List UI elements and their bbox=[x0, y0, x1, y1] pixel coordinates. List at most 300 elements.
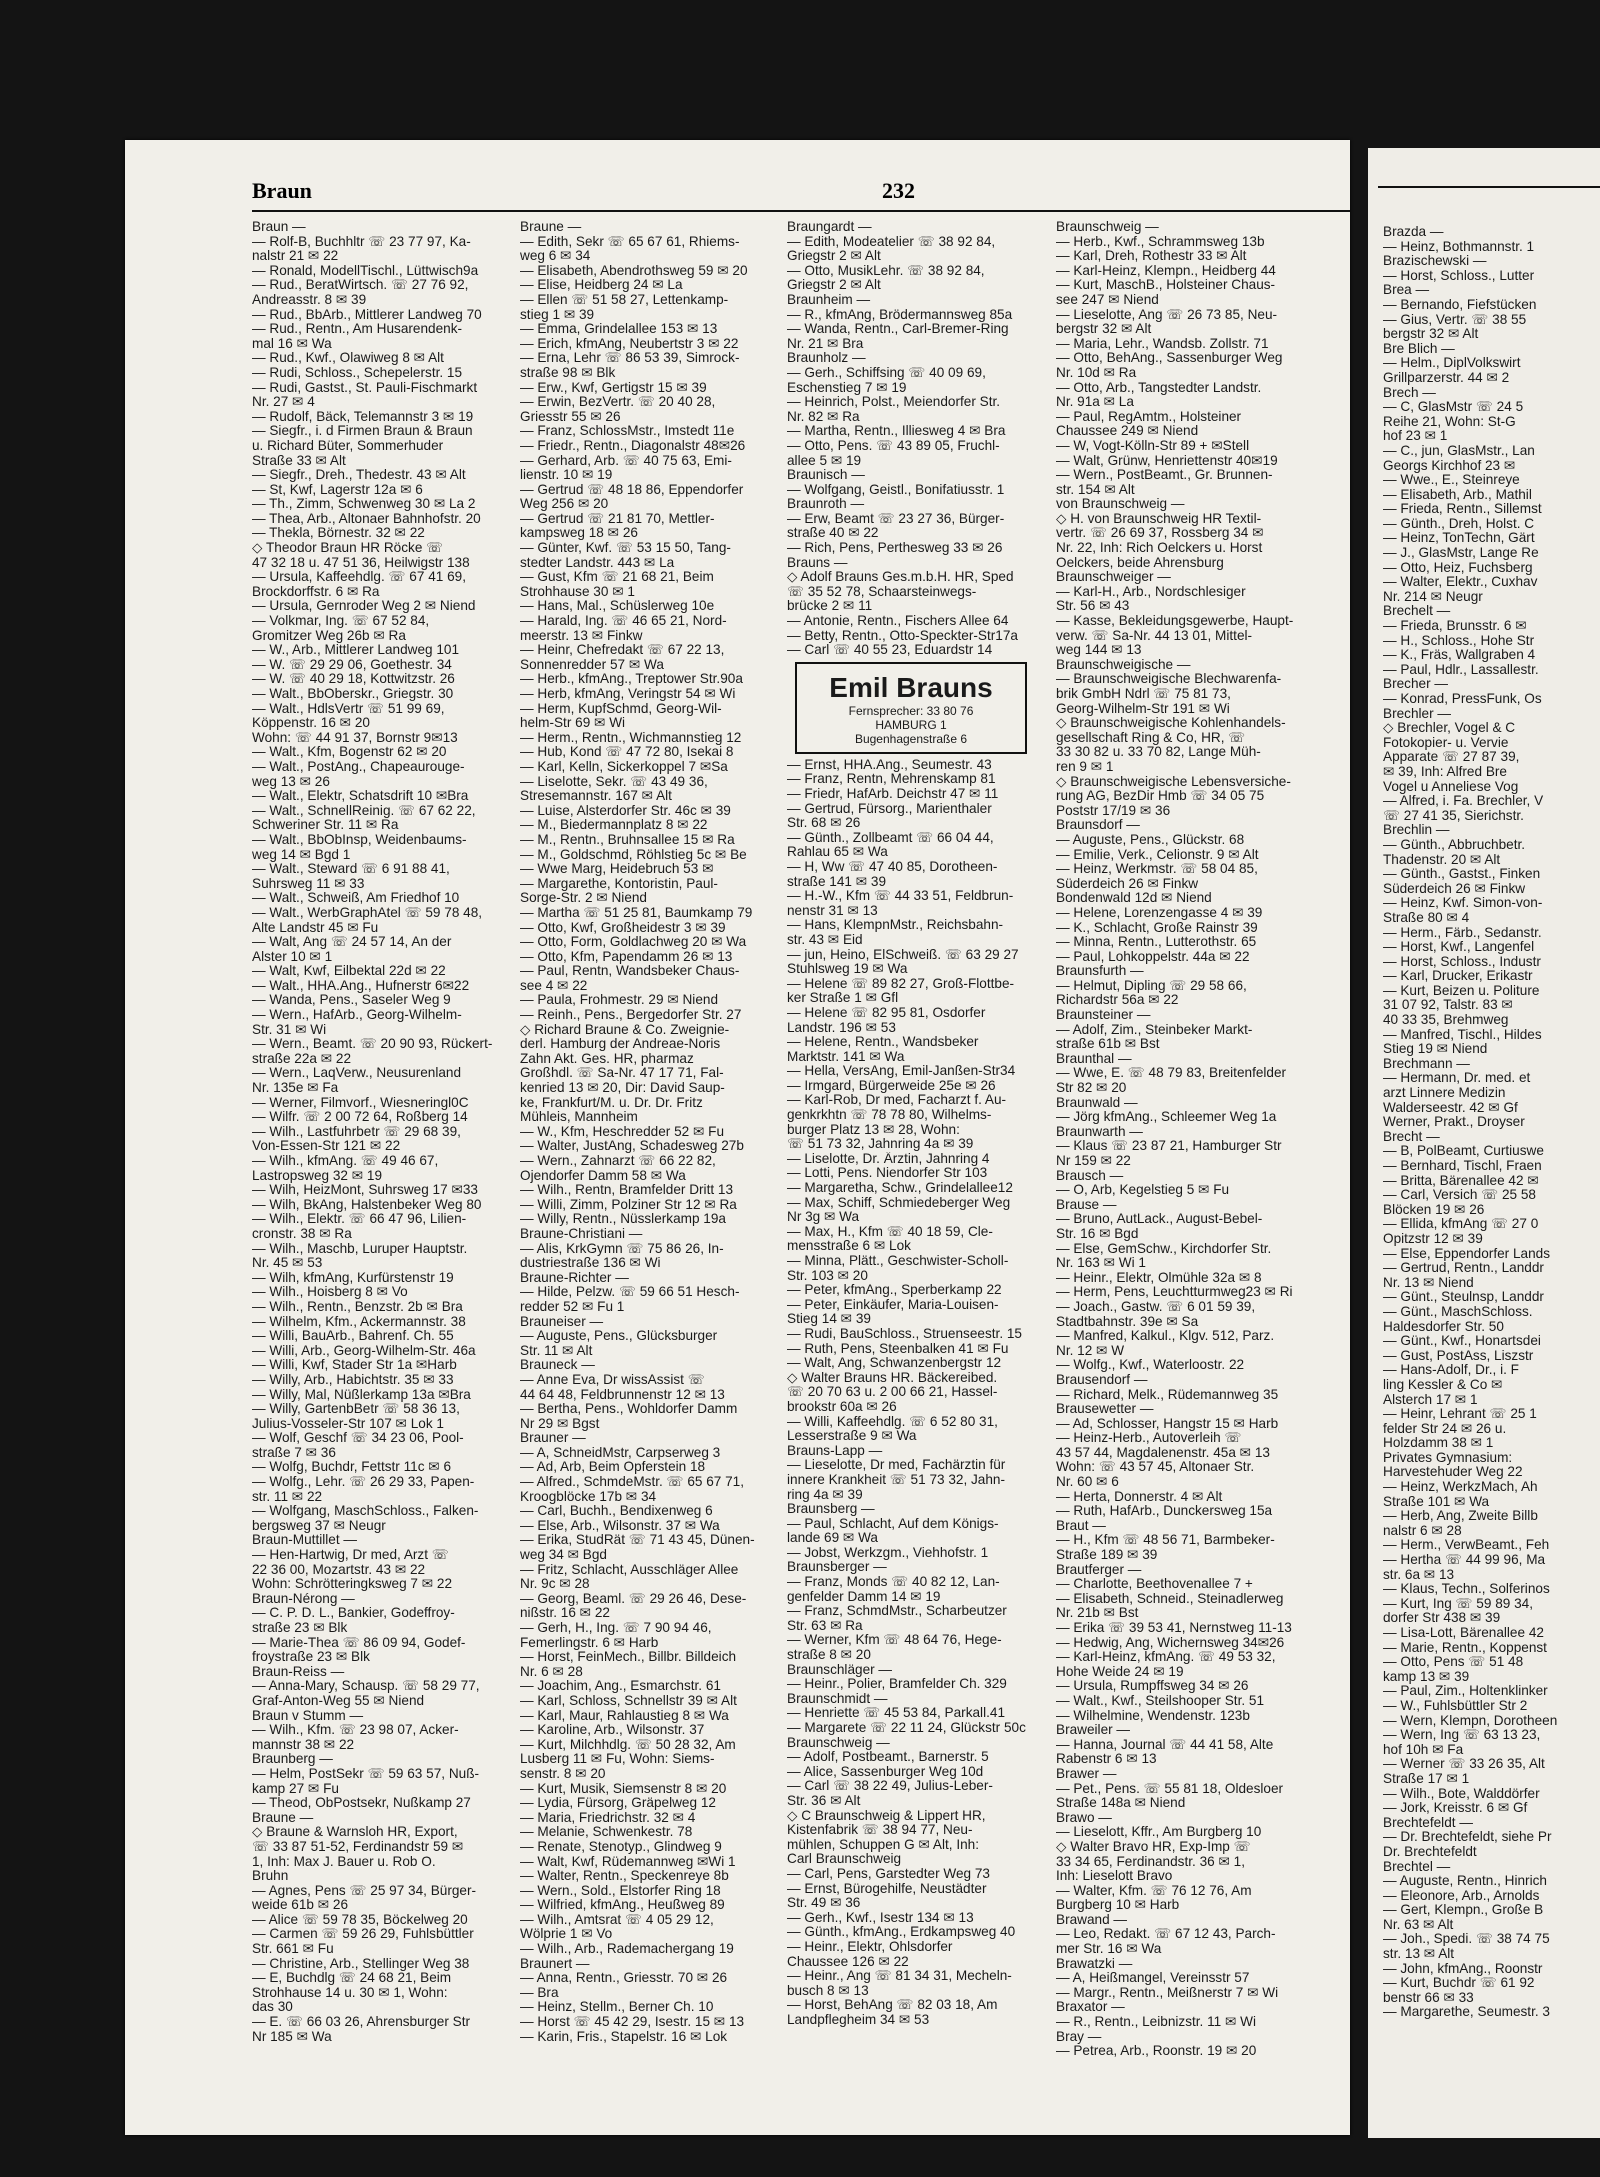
directory-entry-line: Braunsfurth — bbox=[1056, 964, 1144, 979]
directory-entry-line: — Willi, Kaffeehdlg. ☏ 6 52 80 31, bbox=[787, 1414, 998, 1429]
directory-entry-line: — Harald, Ing. ☏ 46 65 21, Nord- bbox=[520, 614, 727, 629]
directory-entry-line: — Rudi, Gastst., St. Pauli-Fischmarkt bbox=[252, 380, 478, 395]
directory-entry-line: Chaussee 249 ✉ Niend bbox=[1056, 424, 1199, 439]
directory-entry-line: — Alice, Sassenburger Weg 10d bbox=[787, 1764, 984, 1779]
directory-entry-line: — R., kfmAng, Brödermannsweg 85a bbox=[787, 307, 1013, 322]
directory-entry-line: — Lieselott, Kffr., Am Burgberg 10 bbox=[1056, 1825, 1262, 1840]
directory-entry-line: Brockdorffstr. 6 ✉ Ra bbox=[252, 584, 380, 599]
directory-entry-line: — Adolf, Zim., Steinbeker Markt- bbox=[1056, 1022, 1253, 1037]
directory-entry-line: redder 52 ✉ Fu 1 bbox=[520, 1299, 625, 1314]
directory-entry-line: — Helmut, Dipling ☏ 29 58 66, bbox=[1056, 978, 1247, 993]
directory-entry-line: — Peter, Einkäufer, Maria-Louisen- bbox=[787, 1297, 999, 1312]
directory-entry-line: Stresemannstr. 167 ✉ Alt bbox=[520, 789, 672, 804]
directory-entry-line: Landpflegheim 34 ✉ 53 bbox=[787, 2012, 930, 2027]
directory-entry-line: — Wilh., Maschb, Luruper Hauptstr. bbox=[252, 1241, 468, 1256]
directory-entry-line: — Wern., PostBeamt., Gr. Brunnen- bbox=[1056, 468, 1273, 483]
adjacent-entry-line: kamp 13 ✉ 39 bbox=[1383, 1668, 1470, 1684]
directory-entry-line: bergstr 32 ✉ Alt bbox=[1056, 322, 1152, 337]
directory-entry-line: Kroogblöcke 17b ✉ 34 bbox=[520, 1489, 657, 1504]
directory-entry-line: — Maria, Lehr., Wandsb. Zollstr. 71 bbox=[1056, 336, 1269, 351]
adjacent-entry-line: str. 13 ✉ Alt bbox=[1383, 1946, 1455, 1962]
directory-entry-line: Köppenstr. 16 ✉ 20 bbox=[252, 716, 370, 731]
adjacent-entry-line: — H., Schloss., Hohe Str bbox=[1383, 632, 1535, 648]
adjacent-entry-line: — Frieda, Brunsstr. 6 ✉ bbox=[1383, 618, 1527, 634]
adjacent-entry-line: bergstr 32 ✉ Alt bbox=[1383, 326, 1479, 342]
adjacent-entry-line: — Ellida, kfmAng ☏ 27 0 bbox=[1383, 1216, 1539, 1232]
adjacent-entry-line: Holzdamm 38 ✉ 1 bbox=[1383, 1435, 1494, 1451]
directory-entry-line: — Horst ☏ 45 42 29, Isestr. 15 ✉ 13 bbox=[520, 2015, 745, 2030]
directory-entry-line: — Else, Arb., Wilsonstr. 37 ✉ Wa bbox=[520, 1518, 720, 1533]
directory-entry-line: weg 6 ✉ 34 bbox=[520, 249, 591, 264]
adjacent-entry-line: Blöcken 19 ✉ 26 bbox=[1383, 1201, 1485, 1217]
directory-entry-line: Bondenwald 12d ✉ Niend bbox=[1056, 891, 1212, 906]
directory-entry-line: Suhrsweg 11 ✉ 33 bbox=[252, 876, 365, 891]
directory-entry-line: — Lotti, Pens. Niendorfer Str 103 bbox=[787, 1166, 988, 1181]
directory-entry-line: — Alfred., SchmdeMstr. ☏ 65 67 71, bbox=[520, 1475, 745, 1490]
adjacent-page-rule bbox=[1378, 186, 1600, 188]
adjacent-entry-line: Apparate ☏ 27 87 39, bbox=[1383, 749, 1520, 765]
directory-entry-line: 33 34 65, Ferdinandstr. 36 ✉ 1, bbox=[1056, 1854, 1245, 1869]
adjacent-entry-line: — Hermann, Dr. med. et bbox=[1383, 1070, 1531, 1086]
directory-entry-line: — Helene, Rentn., Wandsbeker bbox=[787, 1035, 979, 1050]
directory-entry-line: — Walt., Kwf., Steilshooper Str. 51 bbox=[1056, 1693, 1265, 1708]
directory-entry-line: — Luise, Alsterdorfer Str. 46c ✉ 39 bbox=[520, 803, 731, 818]
directory-entry-line: — Max, H., Kfm ☏ 40 18 59, Cle- bbox=[787, 1224, 993, 1239]
directory-entry-line: — Bertha, Pens., Wohldorfer Damm bbox=[520, 1402, 738, 1417]
directory-entry-line: Straße 148a ✉ Niend bbox=[1056, 1796, 1186, 1811]
directory-entry-line: Poststr 17/19 ✉ 36 bbox=[1056, 803, 1171, 818]
directory-entry-line: Braunsberger — bbox=[787, 1560, 887, 1575]
directory-entry-line: Braweiler — bbox=[1056, 1723, 1131, 1738]
adjacent-entry-line: Waldersеestr. 42 ✉ Gf bbox=[1383, 1099, 1518, 1115]
adjacent-entry-line: — Helm., DiplVolkswirt bbox=[1383, 355, 1521, 371]
directory-entry-line: Lesserstraße 9 ✉ Wa bbox=[787, 1429, 917, 1444]
column-4 bbox=[1056, 220, 1316, 2059]
directory-entry-line: Braun-Muttillet — bbox=[252, 1533, 358, 1548]
adjacent-entry-line: Bre Blich — bbox=[1383, 340, 1455, 356]
adjacent-entry-line: — Kurt, Beizen u. Politure bbox=[1383, 982, 1540, 998]
directory-entry-line: — Jobst, Werkzgm., Viehhofstr. 1 bbox=[787, 1545, 989, 1560]
adjacent-entry-line: — Frieda, Rentn., Sillemst bbox=[1383, 501, 1542, 517]
directory-entry-line: — Herm, Pens, Leuchtturmweg23 ✉ Ri bbox=[1056, 1285, 1293, 1300]
directory-entry-line: — Paul, Lohkoppelstr. 44a ✉ 22 bbox=[1056, 949, 1250, 964]
adjacent-entry-line: Vogel u Anneliese Vog bbox=[1383, 778, 1519, 794]
directory-entry-line: — Lydia, Fürsorg, Gräpelweg 12 bbox=[520, 1796, 716, 1811]
adjacent-entry-line: — Heinz, TonTechn, Gärt bbox=[1383, 530, 1535, 546]
directory-entry-line: stieg 1 ✉ 39 bbox=[520, 307, 595, 322]
directory-entry-line: rung AG, BezDir Hmb ☏ 34 05 75 bbox=[1056, 789, 1265, 804]
adjacent-entry-line: — Alfred, i. Fa. Brechler, V bbox=[1383, 793, 1544, 809]
adjacent-entry-line: — John, kfmAng., Roonstr bbox=[1383, 1960, 1543, 1976]
directory-entry-line: Straße 33 ✉ Alt bbox=[252, 453, 346, 468]
directory-entry-line: — Anna, Rentn., Griesstr. 70 ✉ 26 bbox=[520, 1971, 728, 1986]
directory-entry-line: — Hans, KlempnMstr., Reichsbahn- bbox=[787, 918, 1004, 933]
directory-entry-line: Braunsdorf — bbox=[1056, 818, 1140, 833]
adjacent-entry-line: — Heinz, Bothmannstr. 1 bbox=[1383, 238, 1535, 254]
adjacent-entry-line: Dr. Brechtefeldt bbox=[1383, 1843, 1477, 1859]
adjacent-page bbox=[1368, 148, 1600, 2138]
adjacent-entry-line: Brechlin — bbox=[1383, 822, 1450, 838]
directory-entry-line: nalstr 21 ✉ 22 bbox=[252, 249, 339, 264]
directory-entry-line: kamp 27 ✉ Fu bbox=[252, 1781, 339, 1796]
directory-entry-line: — Irmgard, Bürgerweide 25e ✉ 26 bbox=[787, 1078, 996, 1093]
directory-entry-line: — Agnes, Pens ☏ 25 97 34, Bürger- bbox=[252, 1883, 477, 1898]
directory-entry-line: — R., Rentn., Leibnizstr. 11 ✉ Wi bbox=[1056, 2015, 1257, 2030]
directory-entry-line: Braunschweiger — bbox=[1056, 570, 1171, 585]
running-head: Braun bbox=[252, 178, 312, 203]
adjacent-entry-line: — Carl, Versich ☏ 25 58 bbox=[1383, 1187, 1536, 1203]
directory-entry-line: — Franz, SchlossMstr., Imstedt 11e bbox=[520, 424, 735, 439]
directory-entry-line: — O, Arb, Kegelstieg 5 ✉ Fu bbox=[1056, 1183, 1230, 1198]
directory-entry-line: Nr. 6 ✉ 28 bbox=[520, 1664, 583, 1679]
directory-entry-line: Str. 661 ✉ Fu bbox=[252, 1942, 334, 1957]
directory-entry-line: — Kurt, Milchhdlg. ☏ 50 28 32, Am bbox=[520, 1737, 736, 1752]
directory-entry-line: Nr. 91a ✉ La bbox=[1056, 395, 1134, 410]
directory-entry-line: — Willy, Rentn., Nüsslerkamp 19a bbox=[520, 1212, 726, 1227]
directory-entry-line: Braunschläger — bbox=[787, 1662, 893, 1677]
directory-entry-line: — Walter, Rentn., Speckenreye 8b bbox=[520, 1869, 729, 1884]
directory-entry-line: — K., Schlacht, Große Rainstr 39 bbox=[1056, 920, 1258, 935]
directory-entry-line: — Lieselotte, Dr med, Fachärztin für bbox=[787, 1458, 1006, 1473]
directory-entry-line: — Ellen ☏ 51 58 27, Lettenkamp- bbox=[520, 292, 729, 307]
adjacent-entry-line: Brechler — bbox=[1383, 705, 1451, 721]
directory-entry-line: Julius-Vosseler-Str 107 ✉ Lok 1 bbox=[252, 1416, 444, 1431]
directory-entry-line: mannstr 38 ✉ 22 bbox=[252, 1737, 355, 1752]
adjacent-entry-line: Brechelt — bbox=[1383, 603, 1451, 619]
directory-entry-line: — Karoline, Arb., Wilsonstr. 37 bbox=[520, 1723, 705, 1738]
adjacent-entry-line: — Günt., Steulnsp, Landdr bbox=[1383, 1289, 1544, 1305]
directory-entry-line: — Minna, Rentn., Lutterothstr. 65 bbox=[1056, 935, 1257, 950]
directory-entry-line: — Margarete ☏ 22 11 24, Glückstr 50c bbox=[787, 1721, 1026, 1735]
directory-entry-line: — Walt, Grünw, Henriettenstr 40✉19 bbox=[1056, 453, 1278, 468]
adjacent-entry-line: — Gertrud, Rentn., Landdr bbox=[1383, 1260, 1544, 1276]
directory-entry-line: — Carl, Pens, Garstedter Weg 73 bbox=[787, 1866, 990, 1881]
directory-entry-line: — Rudi, Schloss., Schepelerstr. 15 bbox=[252, 365, 463, 380]
directory-entry-line: — Karl-Rob, Dr med, Facharzt f. Au- bbox=[787, 1093, 1007, 1108]
directory-entry-line: — Klaus ☏ 23 87 21, Hamburger Str bbox=[1056, 1139, 1282, 1154]
directory-entry-line: — Margr., Rentn., Meißnerstr 7 ✉ Wi bbox=[1056, 1985, 1279, 2000]
directory-entry-line: — Liselotte, Dr. Ärztin, Jahnring 4 bbox=[787, 1151, 990, 1166]
directory-entry-line: — Margarethe, Kontoristin, Paul- bbox=[520, 876, 718, 891]
directory-entry-line: — Wilfried, kfmAng., Heußweg 89 bbox=[520, 1898, 725, 1913]
directory-entry-line: — Rud., Rentn., Am Husarendenk- bbox=[252, 322, 463, 337]
directory-entry-line: — Maria, Friedrichstr. 32 ✉ 4 bbox=[520, 1810, 696, 1825]
directory-entry-line: Brawer — bbox=[1056, 1766, 1117, 1781]
directory-entry-line: genfelder Damm 14 ✉ 19 bbox=[787, 1589, 941, 1604]
adjacent-entry-line: — Bernhard, Tischl, Fraen bbox=[1383, 1158, 1542, 1173]
directory-entry-line: Stadtbahnstr. 39e ✉ Sa bbox=[1056, 1314, 1199, 1329]
directory-entry-line: 1, Inh: Max J. Bauer u. Rob O. bbox=[252, 1854, 436, 1869]
directory-entry-line: — Adolf, Postbeamt., Barnerstr. 5 bbox=[787, 1750, 989, 1765]
adjacent-entry-line: — Herb, Ang, Zweite Billb bbox=[1383, 1508, 1538, 1524]
adjacent-entry-line: Grillparzerstr. 44 ✉ 2 bbox=[1383, 369, 1510, 385]
directory-entry-line: Straße 189 ✉ 39 bbox=[1056, 1548, 1158, 1563]
directory-entry-line: — H.-W., Kfm ☏ 44 33 51, Feldbrun- bbox=[787, 889, 1014, 904]
directory-entry-line: Schweriner Str. 11 ✉ Ra bbox=[252, 818, 399, 833]
directory-entry-line: str. 43 ✉ Eid bbox=[787, 932, 863, 947]
directory-entry-line: Nr. 21 ✉ Bra bbox=[787, 336, 864, 351]
adjacent-entry-line: Brea — bbox=[1383, 282, 1430, 298]
directory-entry-line: — Gerh., Kwf., Isestr 134 ✉ 13 bbox=[787, 1910, 974, 1925]
directory-entry-line: ren 9 ✉ 1 bbox=[1056, 759, 1114, 774]
directory-entry-line: — Liselotte, Sekr. ☏ 43 49 36, bbox=[520, 774, 708, 789]
adjacent-entry-line: Stieg 19 ✉ Niend bbox=[1383, 1041, 1488, 1057]
directory-entry-line: — Karl-Heinz, Klempn., Heidberg 44 bbox=[1056, 263, 1276, 278]
directory-entry-line: ring 4a ✉ 39 bbox=[787, 1487, 863, 1502]
directory-entry-line: Stuhlsweg 19 ✉ Wa bbox=[787, 962, 908, 977]
directory-entry-line: dustriestraße 136 ✉ Wi bbox=[520, 1256, 661, 1271]
directory-entry-line: — Walt., HHA.Ang., Hufnerstr 6✉22 bbox=[252, 978, 470, 993]
directory-entry-line: Nr. 9c ✉ 28 bbox=[520, 1577, 590, 1592]
directory-entry-line: — Willy, GartenbBetr ☏ 58 36 13, bbox=[252, 1402, 460, 1417]
directory-entry-line: — Joachim, Ang., Esmarchstr. 61 bbox=[520, 1679, 721, 1694]
directory-entry-line: Sonnenredder 57 ✉ Wa bbox=[520, 657, 664, 672]
directory-entry-line: Braunroth — bbox=[787, 497, 865, 512]
directory-entry-line: ☏ 20 70 63 u. 2 00 66 21, Hassel- bbox=[787, 1385, 998, 1400]
adjacent-entry-line: — Wern, Klempn, Dorotheen bbox=[1383, 1712, 1558, 1728]
adjacent-entry-line: — Horst, Schloss., Industr bbox=[1383, 953, 1541, 969]
directory-entry-line: — Edith, Modeatelier ☏ 38 92 84, bbox=[787, 234, 996, 249]
directory-entry-line: — Karl, Dreh, Rothestr 33 ✉ Alt bbox=[1056, 249, 1247, 264]
directory-entry-line: — Wilfr. ☏ 2 00 72 64, Roßberg 14 bbox=[252, 1110, 468, 1125]
directory-entry-line: Wohn: ☏ 44 91 37, Bornstr 9✉13 bbox=[252, 730, 458, 745]
directory-entry-line: Braunschmidt — bbox=[787, 1691, 888, 1706]
directory-entry-line: see 247 ✉ Niend bbox=[1056, 292, 1159, 307]
directory-entry-line: — Martha ☏ 51 25 81, Baumkamp 79 bbox=[520, 905, 753, 920]
directory-entry-line: — Wilh, BkAng, Halstenbeker Weg 80 bbox=[252, 1197, 482, 1212]
directory-entry-line: — Wern., Beamt. ☏ 20 90 93, Rückert- bbox=[252, 1037, 493, 1052]
directory-entry-line: — Hilde, Pelzw. ☏ 59 66 51 Hesch- bbox=[520, 1285, 740, 1300]
directory-entry-line: kampsweg 18 ✉ 26 bbox=[520, 526, 638, 541]
directory-entry-line: 47 32 18 u. 47 51 36, Heilwigstr 138 bbox=[252, 555, 470, 570]
directory-entry-line: — Gerhard, Arb. ☏ 40 75 63, Emi- bbox=[520, 453, 732, 468]
directory-entry-line: Femerlingstr. 6 ✉ Harb bbox=[520, 1635, 659, 1650]
directory-entry-line: — Helene, Lorenzengasse 4 ✉ 39 bbox=[1056, 905, 1263, 920]
directory-entry-line: ◇ Walter Brauns HR. Bäckereibed. bbox=[787, 1370, 998, 1385]
adjacent-entry-line: Brechmann — bbox=[1383, 1055, 1470, 1071]
directory-entry-line: Brauner — bbox=[520, 1431, 586, 1446]
adjacent-entry-line: — Britta, Bärenallee 42 ✉ bbox=[1383, 1172, 1539, 1188]
directory-entry-line: — Alice ☏ 59 78 35, Böckelweg 20 bbox=[252, 1912, 468, 1927]
directory-entry-line: — Thea, Arb., Altonaer Bahnhofstr. 20 bbox=[252, 511, 481, 526]
directory-entry-line: — W., Arb., Mittlerer Landweg 101 bbox=[252, 643, 460, 658]
directory-entry-line: Nr 159 ✉ 22 bbox=[1056, 1154, 1131, 1168]
adjacent-entry-line: — C, GlasMstr ☏ 24 5 bbox=[1383, 399, 1524, 415]
directory-entry-line: — Paul, Schlacht, Auf dem Königs- bbox=[787, 1516, 999, 1531]
directory-entry-line: — Günth., Zollbeamt ☏ 66 04 44, bbox=[787, 830, 994, 845]
adjacent-entry-line: Reihe 21, Wohn: St-G bbox=[1383, 413, 1516, 429]
adjacent-entry-line: — Joh., Spedi. ☏ 38 74 75 bbox=[1383, 1931, 1550, 1947]
adjacent-entry-line: Nr. 13 ✉ Niend bbox=[1383, 1274, 1474, 1290]
directory-entry-line: — Volkmar, Ing. ☏ 67 52 84, bbox=[252, 614, 430, 629]
directory-entry-line: — Peter, kfmAng., Sperberkamp 22 bbox=[787, 1283, 1002, 1298]
directory-entry-line: vertr. ☏ 26 69 37, Rossberg 34 ✉ bbox=[1056, 526, 1264, 541]
adjacent-entry-line: — Kurt, Ing ☏ 59 89 34, bbox=[1383, 1595, 1533, 1611]
directory-entry-line: ◇ Richard Braune & Co. Zweignie- bbox=[520, 1022, 730, 1037]
directory-entry-line: — Walt., Kfm, Bogenstr 62 ✉ 20 bbox=[252, 745, 447, 760]
adjacent-entry-line: — Karl, Drucker, Erikastr bbox=[1383, 968, 1533, 984]
directory-entry-line: — Siegfr., i. d Firmen Braun & Braun bbox=[252, 424, 473, 439]
directory-entry-line: Wohn: ☏ 43 57 45, Altonaer Str. bbox=[1056, 1460, 1255, 1475]
directory-entry-line: — Henriette ☏ 45 53 84, Parkall.41 bbox=[787, 1706, 1005, 1721]
directory-entry-line: — Jörg kfmAng., Schleemer Weg 1a bbox=[1056, 1110, 1277, 1125]
directory-entry-line: Strohhause 14 u. 30 ✉ 1, Wohn: bbox=[252, 1985, 448, 2000]
directory-entry-line: Marktstr. 141 ✉ Wa bbox=[787, 1049, 905, 1064]
directory-entry-line: Str 82 ✉ 20 bbox=[1056, 1081, 1127, 1096]
directory-entry-line: nißstr. 16 ✉ 22 bbox=[520, 1606, 610, 1621]
directory-entry-line: — W. ☏ 40 29 18, Kottwitzstr. 26 bbox=[252, 672, 455, 687]
adjacent-entry-line: Thadenstr. 20 ✉ Alt bbox=[1383, 851, 1501, 867]
directory-entry-line: Oelckers, beide Ahrensburg bbox=[1056, 555, 1224, 570]
directory-entry-line: — M., Goldschmd, Röhlstieg 5c ✉ Be bbox=[520, 847, 747, 862]
adjacent-entry-line: Brechtefeldt — bbox=[1383, 1814, 1473, 1830]
adjacent-entry-line: Werner, Prakt., Droyser bbox=[1383, 1114, 1525, 1130]
directory-entry-line: — Kurt, MaschB., Holsteiner Chaus- bbox=[1056, 278, 1276, 293]
directory-entry-line: Braun-Nérong — bbox=[252, 1591, 355, 1606]
directory-entry-line: Nr. 21b ✉ Bst bbox=[1056, 1606, 1139, 1621]
directory-entry-line: — Willy, Mal, Nüßlerkamp 13a ✉Bra bbox=[252, 1387, 471, 1402]
directory-entry-line: — Auguste, Pens., Glückstr. 68 bbox=[1056, 832, 1245, 847]
adjacent-entry-line: — Günth., Dreh, Holst. C bbox=[1383, 515, 1535, 531]
adjacent-entry-line: — Elisabeth, Arb., Mathil bbox=[1383, 486, 1532, 502]
directory-entry-line: — Rudi, BauSchloss., Struenseestr. 15 bbox=[787, 1326, 1022, 1341]
directory-entry-line: u. Richard Büter, Sommerhuder bbox=[252, 438, 444, 453]
directory-entry-line: — Karl-Heinz, kfmAng. ☏ 49 53 32, bbox=[1056, 1650, 1276, 1665]
directory-entry-line: ◇ H. von Braunschweig HR Textil- bbox=[1056, 511, 1262, 526]
directory-entry-line: Nr. 22, Inh: Rich Oelckers u. Horst bbox=[1056, 541, 1263, 556]
directory-entry-line: Griegstr 2 ✉ Alt bbox=[787, 278, 881, 293]
directory-entry-line: — Carmen ☏ 59 26 29, Fuhlsbüttler bbox=[252, 1927, 474, 1942]
adjacent-entry-line: — J., GlasMstr, Lange Re bbox=[1383, 545, 1539, 561]
directory-entry-line: — Werner, Filmvorf., Wiesneringl0C bbox=[252, 1095, 469, 1110]
directory-entry-line: mensstraße 6 ✉ Lok bbox=[787, 1239, 911, 1254]
adjacent-entry-line: ling Kessler & Co ✉ bbox=[1383, 1376, 1503, 1392]
directory-entry-line: — Gertrud, Fürsorg., Marienthaler bbox=[787, 801, 992, 816]
directory-entry-line: — Wilhelmine, Wendenstr. 123b bbox=[1056, 1708, 1250, 1723]
directory-entry-line: bergsweg 37 ✉ Neugr bbox=[252, 1518, 386, 1533]
directory-entry-line: — Walt., BbObInsp, Weidenbaums- bbox=[252, 832, 467, 847]
directory-entry-line: — Ernst, HHA.Ang., Seumestr. 43 bbox=[787, 757, 992, 772]
directory-entry-line: — Marie-Thea ☏ 86 09 94, Godef- bbox=[252, 1635, 466, 1650]
directory-entry-line: — Wolfg., Kwf., Waterloostr. 22 bbox=[1056, 1358, 1245, 1373]
directory-entry-line: — Willi, Zimm, Polziner Str 12 ✉ Ra bbox=[520, 1197, 737, 1212]
adjacent-entry-line: — Wern, Ing ☏ 63 13 23, bbox=[1383, 1727, 1541, 1743]
directory-entry-line: — Auguste, Pens., Glücksburger bbox=[520, 1329, 718, 1344]
directory-entry-line: — Walt, Ang ☏ 24 57 14, An der bbox=[252, 935, 452, 950]
directory-entry-line: — Elisabeth, Schneid., Steinadlerweg bbox=[1056, 1591, 1284, 1606]
adjacent-entry-line: — Günt., MaschSchloss. bbox=[1383, 1303, 1533, 1319]
directory-entry-line: Braun v Stumm — bbox=[252, 1708, 364, 1723]
adjacent-entry-line: — W., Fuhlsbüttler Str 2 bbox=[1383, 1697, 1528, 1713]
directory-entry-line: — Wilh., Rentn, Bramfelder Dritt 13 bbox=[520, 1183, 734, 1198]
directory-entry-line: — Heinz, Stellm., Berner Ch. 10 bbox=[520, 2000, 714, 2015]
ad-city: HAMBURG 1 bbox=[875, 717, 947, 732]
directory-entry-line: — Edith, Sekr ☏ 65 67 61, Rhiems- bbox=[520, 234, 740, 249]
directory-entry-line: — Wolfgang, Geistl., Bonifatiusstr. 1 bbox=[787, 482, 1005, 497]
directory-entry-line: derl. Hamburg der Andreae-Noris bbox=[520, 1037, 721, 1052]
directory-entry-line: Carl Braunschweig bbox=[787, 1852, 902, 1867]
directory-entry-line: — Helm, PostSekr ☏ 59 63 57, Nuß- bbox=[252, 1766, 480, 1781]
directory-entry-line: brookstr 60a ✉ 26 bbox=[787, 1399, 897, 1414]
directory-entry-line: — Ronald, ModellTischl., Lüttwisch9a bbox=[252, 263, 479, 278]
directory-entry-line: — Kasse, Bekleidungsgewerbe, Haupt- bbox=[1056, 614, 1294, 629]
directory-entry-line: Richardstr 56a ✉ 22 bbox=[1056, 993, 1179, 1008]
directory-entry-line: — Walt., Elektr, Schatsdrift 10 ✉Bra bbox=[252, 789, 469, 804]
adjacent-entry-line: — Wwe., E., Steinreye bbox=[1383, 472, 1520, 488]
adjacent-entry-line: — Klaus, Techn., Solferinos bbox=[1383, 1581, 1550, 1597]
directory-entry-line: — Melanie, Schwenkestr. 78 bbox=[520, 1825, 693, 1840]
adjacent-entry-line: — K., Fräs, Wallgraben 4 bbox=[1383, 647, 1536, 663]
directory-entry-line: — Herm, KupfSchmd, Georg-Wil- bbox=[520, 701, 722, 716]
directory-entry-line: — Wolf, Geschf ☏ 34 23 06, Pool- bbox=[252, 1431, 464, 1446]
adjacent-entry-line: — Günth., Abbruchbetr. bbox=[1383, 836, 1526, 852]
directory-entry-line: Braunwald — bbox=[1056, 1095, 1138, 1110]
directory-entry-line: Braunthal — bbox=[1056, 1051, 1132, 1066]
directory-entry-line: — Fritz, Schlacht, Ausschläger Allee bbox=[520, 1562, 739, 1577]
adjacent-entry-line: Opitzstr 12 ✉ 39 bbox=[1383, 1230, 1483, 1246]
directory-entry-line: Nr. 135e ✉ Fa bbox=[252, 1081, 339, 1096]
directory-entry-line: Bray — bbox=[1056, 2029, 1102, 2044]
directory-entry-line: mal 16 ✉ Wa bbox=[252, 336, 332, 351]
adjacent-entry-line: — Herm., Färb., Sedanstr. bbox=[1383, 924, 1542, 940]
directory-entry-line: — Willi, Arb., Georg-Wilhelm-Str. 46a bbox=[252, 1343, 476, 1358]
adjacent-entry-line: Brechtel — bbox=[1383, 1858, 1451, 1874]
directory-entry-line: Alte Landstr 45 ✉ Fu bbox=[252, 920, 379, 935]
adjacent-entry-line: — Bernando, Fiefstücken bbox=[1383, 296, 1537, 312]
directory-entry-line: Stieg 14 ✉ 39 bbox=[787, 1312, 871, 1327]
directory-entry-line: — Paul, Rentn, Wandsbeker Chaus- bbox=[520, 964, 740, 979]
directory-entry-line: Braungardt — bbox=[787, 220, 872, 234]
directory-entry-line: ◇ Theodor Braun HR Röcke ☏ bbox=[252, 541, 444, 556]
directory-entry-line: — Wilh., kfmAng. ☏ 49 46 67, bbox=[252, 1154, 439, 1168]
directory-entry-line: straße 98 ✉ Blk bbox=[520, 365, 616, 380]
directory-entry-line: weide 61b ✉ 26 bbox=[252, 1898, 349, 1913]
directory-entry-line: — Wilhelm, Kfm., Ackermannstr. 38 bbox=[252, 1314, 466, 1329]
directory-entry-line: — Wwe, E. ☏ 48 79 83, Breitenfelder bbox=[1056, 1066, 1287, 1081]
adjacent-entry-line: Brecht — bbox=[1383, 1128, 1440, 1144]
directory-entry-line: — Walt., BbOberskr., Griegstr. 30 bbox=[252, 687, 454, 701]
directory-entry-line: — W. ☏ 29 29 06, Goethestr. 34 bbox=[252, 657, 452, 672]
directory-entry-line: — Franz, SchmdMstr., Scharbeutzer bbox=[787, 1604, 1007, 1619]
directory-entry-line: Andreasstr. 8 ✉ 39 bbox=[252, 292, 367, 307]
directory-entry-line: — Wolfgang, MaschSchloss., Falken- bbox=[252, 1504, 479, 1519]
directory-entry-line: Braunsteiner — bbox=[1056, 1008, 1151, 1023]
ad-phone: Fernsprecher: 33 80 76 bbox=[848, 703, 974, 718]
directory-entry-line: — Wanda, Rentn., Carl-Bremer-Ring bbox=[787, 322, 1009, 337]
directory-entry-line: ☏ 51 73 32, Jahnring 4a ✉ 39 bbox=[787, 1137, 974, 1152]
column-1 bbox=[252, 220, 512, 2044]
directory-entry-line: — Richard, Melk., Rüdemannweg 35 bbox=[1056, 1387, 1279, 1402]
directory-entry-line: — Antonie, Rentn., Fischers Allee 64 bbox=[787, 614, 1009, 629]
directory-entry-line: — Bruno, AutLack., August-Bebel- bbox=[1056, 1212, 1263, 1227]
directory-entry-line: — Heinr., Polier, Bramfelder Ch. 329 bbox=[787, 1677, 1007, 1692]
directory-entry-line: — Petrea, Arb., Roonstr. 19 ✉ 20 bbox=[1056, 2044, 1257, 2059]
directory-entry-line: — Leo, Redakt. ☏ 67 12 43, Parch- bbox=[1056, 1927, 1276, 1942]
directory-entry-line: 22 36 00, Mozartstr. 43 ✉ 22 bbox=[252, 1562, 426, 1577]
directory-entry-line: lande 69 ✉ Wa bbox=[787, 1531, 878, 1546]
directory-entry-line: Nr. 82 ✉ Ra bbox=[787, 409, 860, 424]
directory-entry-line: Brause — bbox=[1056, 1197, 1117, 1212]
directory-entry-line: Strohhause 30 ✉ 1 bbox=[520, 584, 635, 599]
directory-entry-line: Georg-Wilhelm-Str 191 ✉ Wi bbox=[1056, 701, 1230, 716]
directory-entry-line: straße 22a ✉ 22 bbox=[252, 1051, 352, 1066]
directory-entry-line: — Paul, RegAmtm., Holsteiner bbox=[1056, 409, 1242, 424]
directory-entry-line: senstr. 8 ✉ 20 bbox=[520, 1766, 606, 1781]
directory-entry-line: Nr 185 ✉ Wa bbox=[252, 2029, 332, 2044]
directory-entry-line: Braunholz — bbox=[787, 351, 866, 366]
directory-entry-line: — Thekla, Börnestr. 32 ✉ 22 bbox=[252, 526, 425, 541]
directory-entry-line: Ojendorfer Damm 58 ✉ Wa bbox=[520, 1168, 686, 1183]
